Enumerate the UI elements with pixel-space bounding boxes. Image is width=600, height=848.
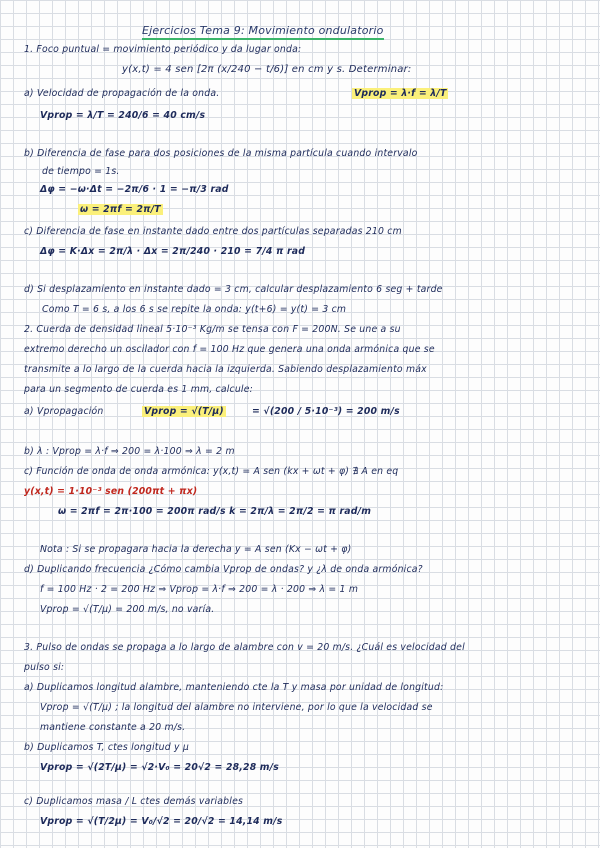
part-d-question: d) Si desplazamiento en instante dado = 3 cm, calcular desplazamiento 6 seg + tarde — [24, 284, 443, 295]
exercise-2-statement: 2. Cuerda de densidad lineal 5·10⁻³ Kg/m se tensa con F = 200N. Se une a su — [24, 324, 401, 335]
ex3-part-c-question: c) Duplicamos masa / L ctes demás variables — [24, 796, 244, 807]
ex2-part-a-answer: = √(200 / 5·10⁻³) = 200 m/s — [252, 406, 400, 417]
exercise-1-statement: 1. Foco puntual = movimiento periódico y da lugar onda: — [24, 44, 302, 55]
exercise-2-statement-3: transmite a lo largo de la cuerda hacia la izquierda. Sabiendo desplazamiento máx — [24, 364, 427, 375]
ex3-part-a-answer: Vprop = √(T/μ) ; la longitud del alambre no interviene, por lo que la velocidad se — [40, 702, 433, 713]
ex2-part-d-answer: f = 100 Hz · 2 = 200 Hz ⇒ Vprop = λ·f ⇒ 200 = λ · 200 ⇒ λ = 1 m — [40, 584, 359, 595]
formula-highlight: Vprop = λ·f = λ/T — [354, 88, 447, 99]
ex2-part-a-formula: Vprop = √(T/μ) — [144, 406, 224, 417]
ex3-part-a-question: a) Duplicamos longitud alambre, manteniendo cte la T y masa por unidad de longitud: — [24, 682, 444, 693]
part-a-question: a) Velocidad de propagación de la onda. — [24, 88, 220, 99]
part-c-question: c) Diferencia de fase en instante dado entre dos partículas separadas 210 cm — [24, 226, 402, 237]
ex2-part-a-question: a) Vpropagación — [24, 406, 104, 417]
ex3-part-c-answer: Vprop = √(T/2μ) = V₀/√2 = 20/√2 = 14,14 m/s — [40, 816, 283, 827]
exercise-2-statement-4: para un segmento de cuerda es 1 mm, calcule: — [24, 384, 253, 395]
part-b-question-cont: de tiempo = 1s. — [42, 166, 120, 177]
part-d-answer: Como T = 6 s, a los 6 s se repite la onda: y(t+6) = y(t) = 3 cm — [42, 304, 347, 315]
exercise-3-statement: 3. Pulso de ondas se propaga a lo largo de alambre con v = 20 m/s. ¿Cuál es velocidad del — [24, 642, 465, 653]
ex3-part-b-answer: Vprop = √(2T/μ) = √2·V₀ = 20√2 = 28,28 m/s — [40, 762, 280, 773]
ex2-part-d-answer-2: Vprop = √(T/μ) = 200 m/s, no varía. — [40, 604, 215, 615]
exercise-2-statement-2: extremo derecho un oscilador con f = 100 Hz que genera una onda armónica que se — [24, 344, 435, 355]
omega-formula: ω = 2πf = 2π/T — [80, 204, 161, 215]
ex3-part-b-question: b) Duplicamos T, ctes longitud y μ — [24, 742, 189, 753]
note: Nota : Si se propagara hacia la derecha y = A sen (Kx − ωt + φ) — [40, 544, 352, 555]
part-b-answer: Δφ = −ω·Δt = −2π/6 · 1 = −π/3 rad — [40, 184, 229, 195]
ex2-part-c-question: c) Función de onda de onda armónica: y(x,t) = A sen (kx + ωt + φ) ∄ A en eq — [24, 466, 399, 477]
ex2-part-c-answer: y(x,t) = 1·10⁻³ sen (200πt + πx) — [24, 486, 198, 497]
page-title: Ejercicios Tema 9: Movimiento ondulatorio — [142, 24, 384, 37]
ex2-part-b: b) λ : Vprop = λ·f ⇒ 200 = λ·100 ⇒ λ = 2 m — [24, 446, 235, 457]
part-a-answer: Vprop = λ/T = 240/6 = 40 cm/s — [40, 110, 206, 121]
ex3-part-a-answer-2: mantiene constante a 20 m/s. — [40, 722, 186, 733]
ex2-part-d-question: d) Duplicando frecuencia ¿Cómo cambia Vprop de ondas? y ¿λ de onda armónica? — [24, 564, 423, 575]
part-c-answer: Δφ = K·Δx = 2π/λ · Δx = 2π/240 · 210 = 7/4 π rad — [40, 246, 306, 257]
wave-equation: y(x,t) = 4 sen [2π (x/240 − t/6)] en cm y s. Determinar: — [122, 64, 412, 75]
ex2-part-c-values: ω = 2πf = 2π·100 = 200π rad/s k = 2π/λ = 2π/2 = π rad/m — [58, 506, 372, 517]
exercise-3-statement-2: pulso si: — [24, 662, 65, 673]
part-b-question: b) Diferencia de fase para dos posiciones de la misma partícula cuando intervalo — [24, 148, 418, 159]
